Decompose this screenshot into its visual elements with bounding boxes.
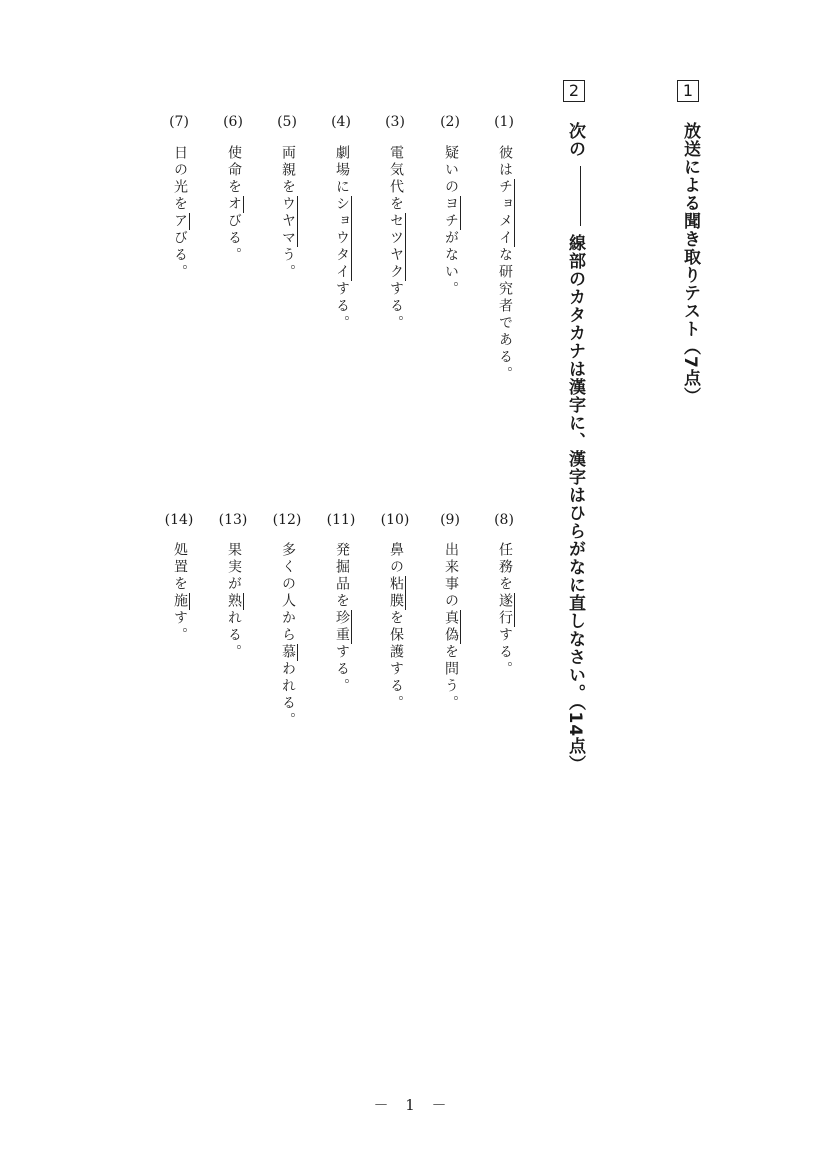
- question-text: 疑いのヨチがない。: [443, 145, 459, 298]
- section-2-points: （14点）: [565, 702, 585, 774]
- underlined-target: ショウタイ: [334, 196, 350, 281]
- underlined-target: 真偽: [443, 610, 459, 644]
- question-text: 電気代をセツヤクする。: [388, 145, 404, 332]
- underlined-target: 慕: [280, 644, 296, 661]
- question-text: 果実が熟れる。: [226, 542, 242, 661]
- question-number: (1): [494, 114, 514, 130]
- question-text: 鼻の粘膜を保護する。: [388, 542, 404, 712]
- underlined-target: 粘膜: [388, 576, 404, 610]
- underlined-target: チョメイ: [497, 179, 513, 247]
- question-number: (8): [494, 512, 514, 528]
- question-text: 日の光をアびる。: [172, 145, 188, 281]
- question-number: (12): [272, 512, 302, 528]
- question-number: (3): [385, 114, 405, 130]
- question-number: (14): [164, 512, 194, 528]
- question-number: (10): [380, 512, 410, 528]
- underlined-target: 熟: [226, 593, 242, 610]
- underline-sample-line: [580, 166, 581, 226]
- section-1-heading: [678, 122, 703, 405]
- section-1-number: 1: [682, 81, 694, 100]
- underlined-target: セツヤク: [388, 213, 404, 281]
- underlined-target: 遂行: [497, 593, 513, 627]
- question-number: (6): [223, 114, 243, 130]
- section-2-number: 2: [568, 81, 580, 100]
- question-number: (13): [218, 512, 248, 528]
- question-number: (7): [169, 114, 189, 130]
- question-text: 任務を遂行する。: [497, 542, 513, 678]
- question-number: (2): [440, 114, 460, 130]
- underlined-target: ヨチ: [443, 196, 459, 230]
- instruction-post: 線部のカタカナは漢字に、漢字はひらがなに直しなさい。: [565, 234, 585, 702]
- underlined-target: 施: [172, 593, 188, 610]
- section-2-number-box: [563, 80, 585, 102]
- question-number: (5): [277, 114, 297, 130]
- question-text: 多くの人から慕われる。: [280, 542, 296, 729]
- question-text: 両親をウヤマう。: [280, 145, 296, 281]
- question-text: 使命をオびる。: [226, 145, 242, 264]
- section-1-title: 放送による聞き取りテスト: [680, 122, 700, 338]
- question-text: 彼はチョメイな研究者である。: [497, 145, 513, 383]
- question-text: 処置を施す。: [172, 542, 188, 644]
- section-1-number-box: [677, 80, 699, 102]
- instruction-pre: 次の: [565, 122, 585, 158]
- underlined-target: オ: [226, 196, 242, 213]
- question-text: 発掘品を珍重する。: [334, 542, 350, 695]
- page-number: － 1 －: [373, 1096, 453, 1114]
- underlined-target: 珍重: [334, 610, 350, 644]
- question-text: 出来事の真偽を問う。: [443, 542, 459, 712]
- underlined-target: ウヤマ: [280, 196, 296, 247]
- question-number: (4): [331, 114, 351, 130]
- question-number: (9): [440, 512, 460, 528]
- question-text: 劇場にショウタイする。: [334, 145, 350, 332]
- underlined-target: ア: [172, 213, 188, 230]
- question-number: (11): [326, 512, 356, 528]
- section-2-instruction: [563, 122, 588, 773]
- section-1-points: （7点）: [680, 338, 700, 405]
